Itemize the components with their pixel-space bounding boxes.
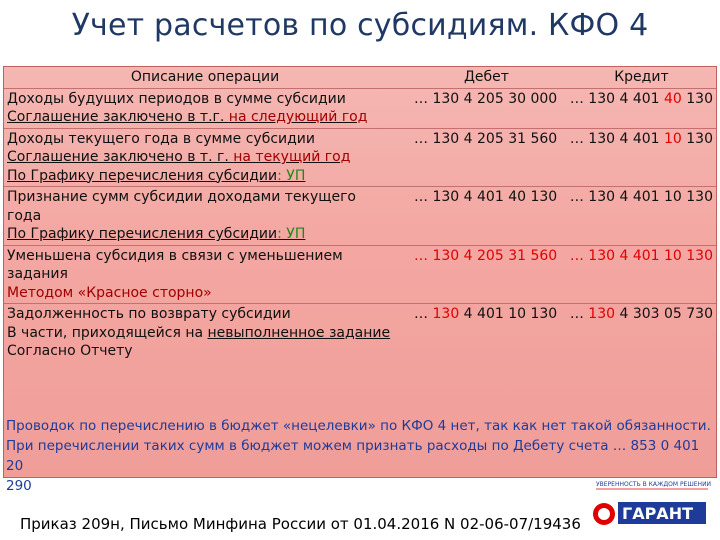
row-credit: … 130 4 401 10 130 bbox=[567, 245, 716, 304]
row-credit: … 130 4 303 05 730 bbox=[569, 306, 713, 322]
logo-text: ГАРАНТ bbox=[622, 504, 693, 523]
row-description: Признание сумм субсидии доходами текущего года По Графику перечисления субсидии: УП bbox=[4, 187, 406, 246]
header-credit: Кредит bbox=[567, 67, 716, 88]
row-description: Задолженность по возврату субсидии В части, приходящейся на невыполненное задание Согласно Отчету bbox=[7, 306, 391, 359]
table-row bbox=[4, 245, 716, 304]
table-header-row bbox=[4, 67, 716, 88]
table-row bbox=[4, 128, 716, 187]
footer-reference: Приказ 209н, Письмо Минфина России от 01.04.2016 N 02-06-07/19436 bbox=[20, 515, 581, 533]
row-debit: … 130 4 401 10 130 bbox=[414, 306, 558, 322]
garant-logo bbox=[588, 476, 714, 536]
row-debit: … 130 4 205 30 000 bbox=[406, 88, 567, 128]
table-row bbox=[4, 187, 716, 246]
row-credit: … 130 4 401 10 130 bbox=[567, 187, 716, 246]
row-debit: … 130 4 401 40 130 bbox=[406, 187, 567, 246]
page-title: Учет расчетов по субсидиям. КФО 4 bbox=[71, 8, 649, 43]
note-text: Проводок по перечислению в бюджет «нецелевки» по КФО 4 нет, так как нет такой обязанности. При перечислении таких сумм в бюджет можем признать расходы по Дебету счета … 853 0 401 20 290 bbox=[6, 418, 711, 494]
row-credit: … 130 4 401 10 130 bbox=[567, 128, 716, 187]
row-credit: … 130 4 401 40 130 bbox=[567, 88, 716, 128]
table-row bbox=[4, 88, 716, 128]
row-description: Доходы текущего года в сумме субсидии Соглашение заключено в т. г. на текущий год По Графику перечисления субсидии: УП bbox=[4, 128, 406, 187]
row-description: Доходы будущих периодов в сумме субсидии Соглашение заключено в т.г. на следующий год bbox=[4, 88, 406, 128]
table-row bbox=[4, 304, 716, 362]
header-description: Описание операции bbox=[4, 67, 406, 88]
header-debit: Дебет bbox=[406, 67, 567, 88]
row-debit: … 130 4 205 31 560 bbox=[406, 245, 567, 304]
row-description: Уменьшена субсидия в связи с уменьшением задания Методом «Красное сторно» bbox=[4, 245, 406, 304]
row-debit: … 130 4 205 31 560 bbox=[406, 128, 567, 187]
logo-slogan: УВЕРЕННОСТЬ В КАЖДОМ РЕШЕНИИ bbox=[596, 481, 712, 488]
